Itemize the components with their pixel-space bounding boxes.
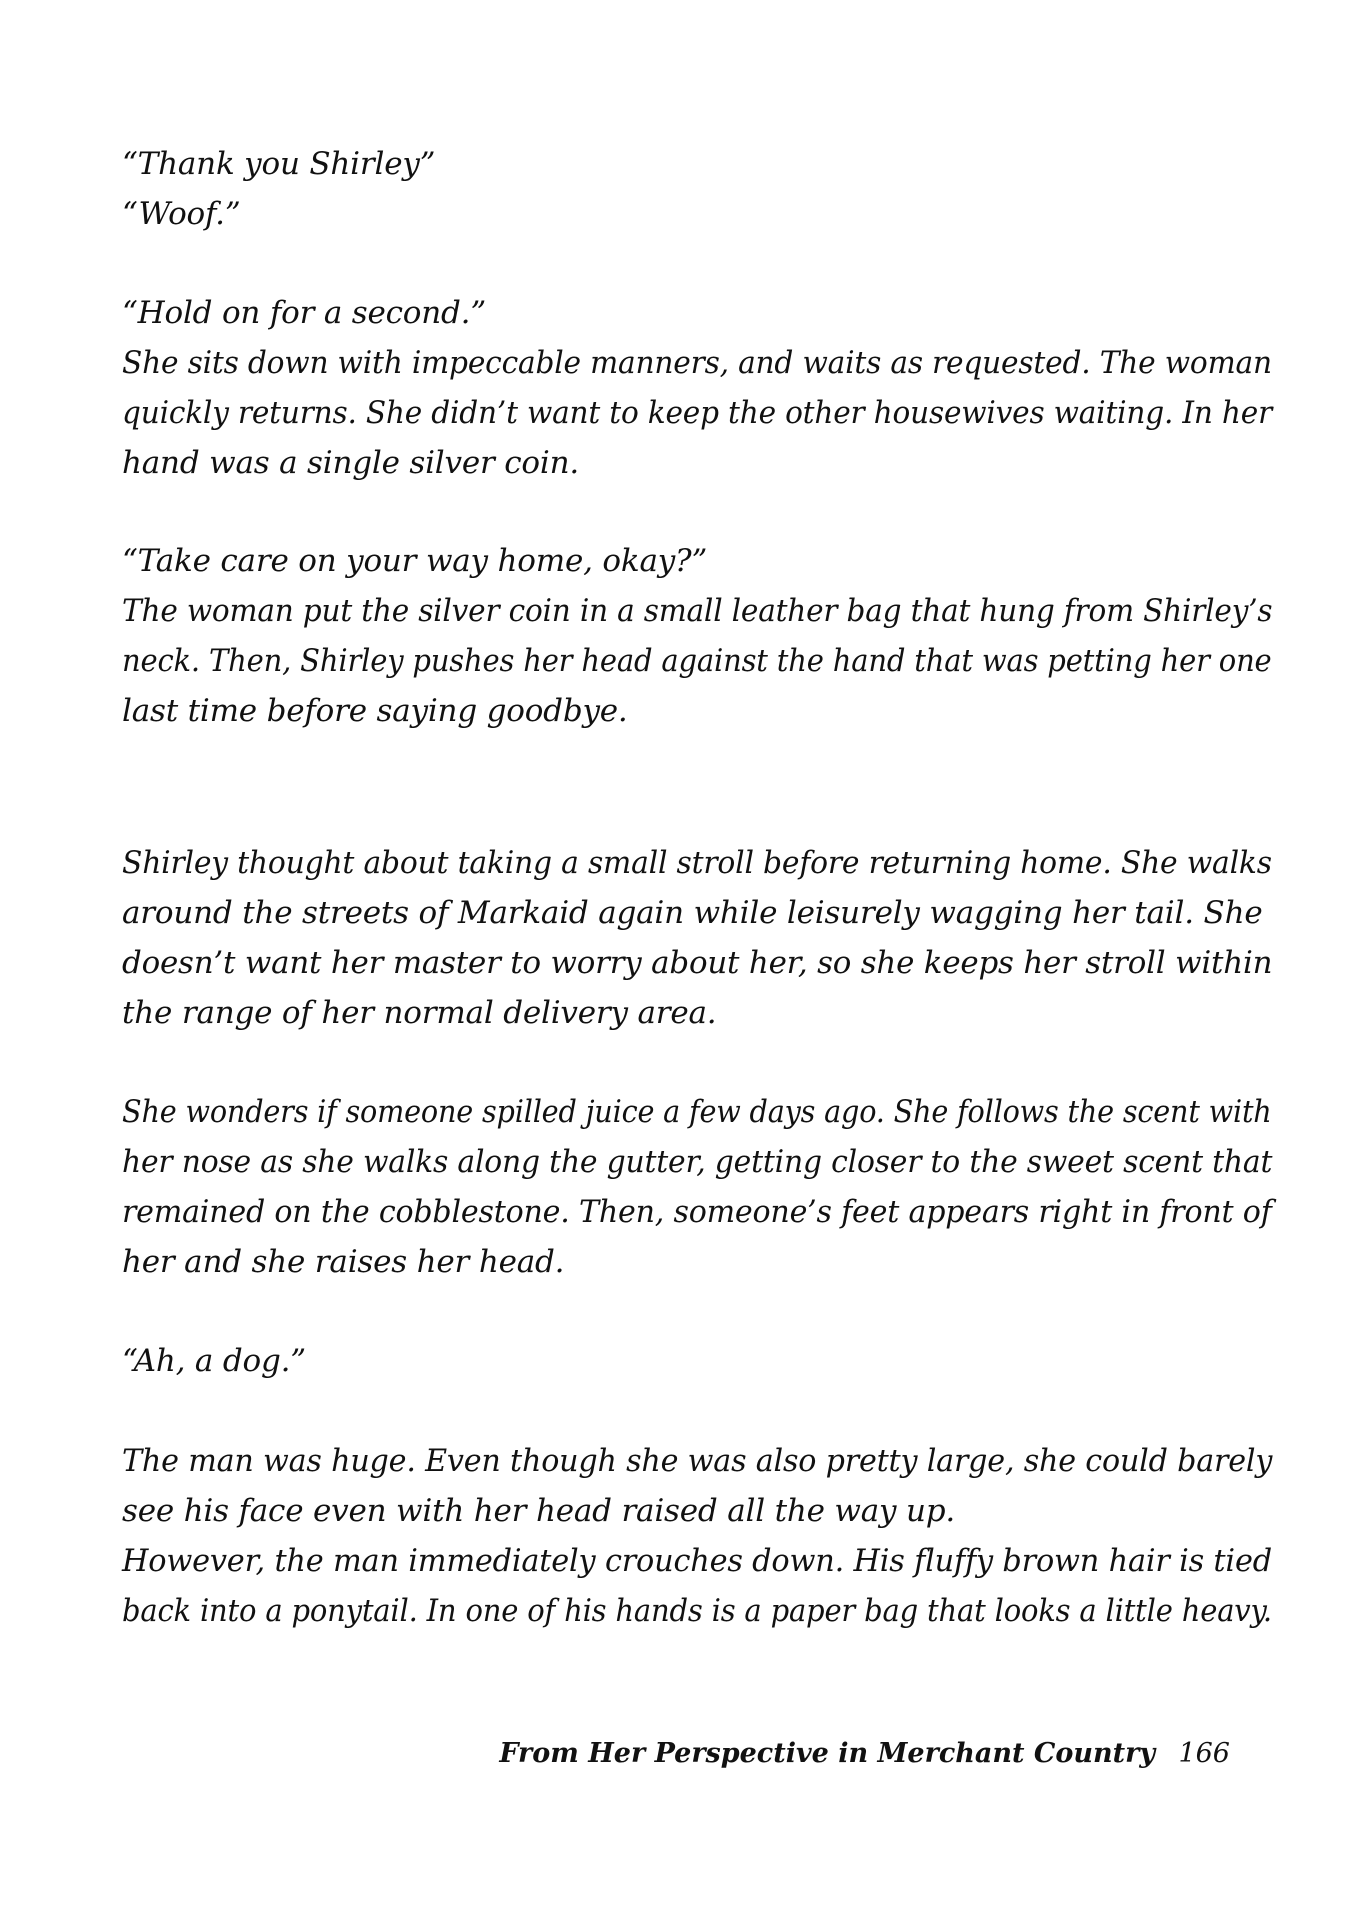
- text-line: The man was huge. Even though she was also pretty large, she could barely: [122, 1443, 1273, 1479]
- text-line: the range of her normal delivery area.: [122, 995, 717, 1031]
- text-line: “Ah, a dog.”: [122, 1343, 306, 1379]
- text-line: She sits down with impeccable manners, and waits as requested. The woman: [122, 345, 1272, 381]
- text-line: doesn’t want her master to worry about her, so she keeps her stroll within: [122, 945, 1273, 981]
- text-line: quickly returns. She didn’t want to keep the other housewives waiting. In her: [122, 395, 1273, 431]
- text-line: see his face even with her head raised all the way up.: [122, 1493, 956, 1529]
- page-number: 166: [1178, 1738, 1230, 1769]
- text-line: last time before saying goodbye.: [122, 693, 628, 729]
- text-line: around the streets of Markaid again while leisurely wagging her tail. She: [122, 895, 1263, 931]
- paragraph-stroll: [122, 838, 1272, 1038]
- paragraph-hold-on: [122, 288, 1272, 488]
- text-line: The woman put the silver coin in a small leather bag that hung from Shirley’s: [122, 593, 1273, 629]
- page-footer: [499, 1738, 1230, 1769]
- text-line: “Hold on for a second.”: [122, 295, 486, 331]
- paragraph-take-care: [122, 536, 1272, 736]
- text-line: back into a ponytail. In one of his hands is a paper bag that looks a little heavy.: [122, 1593, 1272, 1629]
- text-line: However, the man immediately crouches down. His fluffy brown hair is tied: [122, 1543, 1272, 1579]
- paragraph-huge-man: [122, 1436, 1272, 1636]
- book-title: From Her Perspective in Merchant Country: [499, 1738, 1156, 1769]
- text-line: “Woof.”: [122, 196, 241, 232]
- dialogue-thank-you: [122, 139, 1272, 239]
- text-line: “Thank you Shirley”: [122, 146, 436, 182]
- dialogue-ah-a-dog: [122, 1336, 1272, 1386]
- text-line: hand was a single silver coin.: [122, 445, 580, 481]
- text-line: remained on the cobblestone. Then, someone’s feet appears right in front of: [122, 1194, 1272, 1230]
- text-line: neck. Then, Shirley pushes her head against the hand that was petting her one: [122, 643, 1272, 679]
- text-line: “Take care on your way home, okay?”: [122, 543, 708, 579]
- text-line: her nose as she walks along the gutter, getting closer to the sweet scent that: [122, 1144, 1273, 1180]
- paragraph-juice-scent: [122, 1087, 1272, 1287]
- text-line: She wonders if someone spilled juice a few days ago. She follows the scent with: [122, 1094, 1272, 1130]
- text-line: her and she raises her head.: [122, 1244, 565, 1280]
- text-line: Shirley thought about taking a small stroll before returning home. She walks: [122, 845, 1272, 881]
